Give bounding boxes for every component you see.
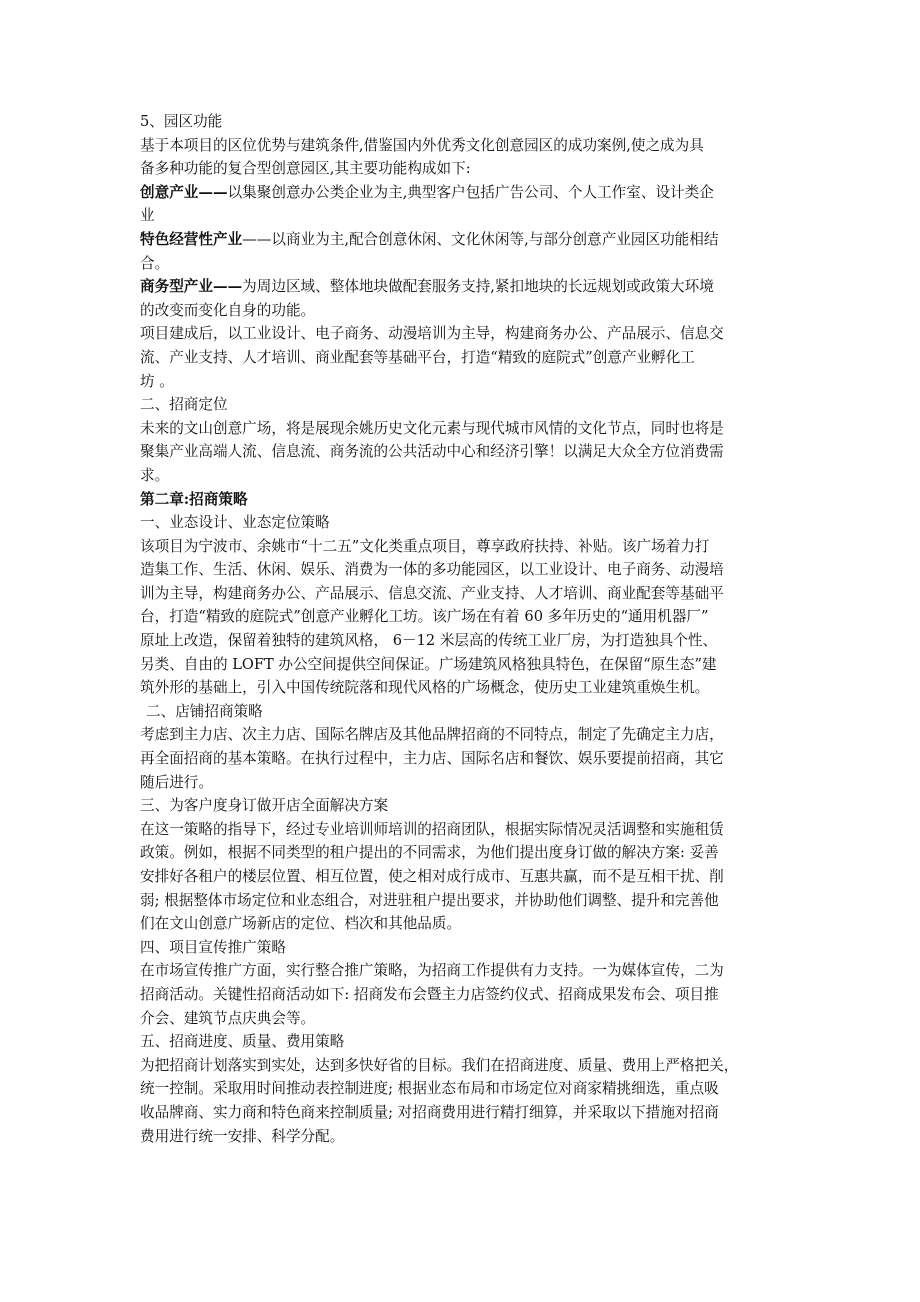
document-line [140, 110, 780, 134]
line-text: 收品牌商、实力商和特色商来控制质量; 对招商费用进行精打细算，并采取以下措施对招商 [140, 1103, 719, 1121]
document-line [140, 723, 780, 747]
line-text: 考虑到主力店、次主力店、国际名牌店及其他品牌招商的不同特点，制定了先确定主力店， [140, 726, 724, 744]
document-line [140, 983, 780, 1007]
line-text: 训为主导，构建商务办公、产品展示、信息交流、产业支持、人才培训、商业配套等基础平 [140, 584, 724, 602]
document-line [140, 252, 780, 276]
line-text: 的改变而变化自身的功能。 [140, 301, 316, 319]
line-text: 业 [140, 207, 155, 225]
line-text: 一、业态设计、业态定位策略 [140, 514, 330, 532]
line-text: 为周边区域、整体地块做配套服务支持,紧扣地块的长远规划或政策大环境 [242, 278, 714, 296]
line-text: 再全面招商的基本策略。在执行过程中，主力店、国际名店和餐饮、娱乐要提前招商，其它 [140, 750, 724, 768]
line-text: 台，打造“精致的庭院式”创意产业孵化工坊。该广场在有着 60 多年历史的“通用机器厂” [140, 608, 709, 626]
document-line [140, 1030, 780, 1054]
document-line [140, 275, 780, 299]
line-text: 介会、建筑节点庆典会等。 [140, 1009, 316, 1027]
document-line [140, 322, 780, 346]
bold-heading: 创意产业—— [140, 183, 228, 201]
line-text: 为把招商计划落实到实处，达到多快好省的目标。我们在招商进度、质量、费用上严格把关， [140, 1056, 739, 1074]
bold-heading: 商务型产业—— [140, 278, 243, 296]
document-line [140, 1077, 780, 1101]
document-line [140, 464, 780, 488]
document-line [140, 488, 780, 512]
line-text: 四、项目宣传推广策略 [140, 938, 286, 956]
line-text: 三、为客户度身订做开店全面解决方案 [140, 797, 389, 815]
document-line [140, 676, 780, 700]
line-text: 随后进行。 [140, 773, 213, 791]
line-text: 另类、自由的 LOFT 办公空间提供空间保证。广场建筑风格独具特色，在保留“原生态”建 [140, 655, 717, 673]
document-line [140, 346, 780, 370]
document-line [140, 605, 780, 629]
line-text: 流、产业支持、人才培训、商业配套等基础平台，打造“精致的庭院式”创意产业孵化工 [140, 348, 695, 366]
document-line [140, 936, 780, 960]
line-text: 五、招商进度、质量、费用策略 [140, 1033, 345, 1051]
document-line [140, 370, 780, 394]
line-text: 求。 [140, 466, 170, 484]
document-line [140, 818, 780, 842]
document-line [140, 181, 780, 205]
document-line [140, 511, 780, 535]
line-text: 弱; 根据整体市场定位和业态组合，对进驻租户提出要求，并协助他们调整、提升和完善他 [140, 891, 719, 909]
document-line [140, 1007, 780, 1031]
line-text: 招商活动。关键性招商活动如下: 招商发布会暨主力店签约仪式、招商成果发布会、项目推 [140, 985, 719, 1003]
line-text: 项目建成后，以工业设计、电子商务、动漫培训为主导，构建商务办公、产品展示、信息交 [140, 325, 724, 343]
document-line [140, 157, 780, 181]
document-line [140, 653, 780, 677]
line-text: 政策。例如，根据不同类型的租户提出的不同需求，为他们提出度身订做的解决方案: 妥善 [140, 844, 719, 862]
line-text: 在市场宣传推广方面，实行整合推广策略，为招商工作提供有力支持。一为媒体宣传，二为 [140, 962, 724, 980]
document-line [140, 228, 780, 252]
line-text: 费用进行统一安排、科学分配。 [140, 1127, 345, 1145]
document-line [140, 535, 780, 559]
document-line [140, 889, 780, 913]
document-line [140, 134, 780, 158]
document-line [140, 1125, 780, 1149]
document-line [140, 865, 780, 889]
bold-heading: 特色经营性产业 [140, 230, 243, 248]
document-line [140, 841, 780, 865]
document-line [140, 1101, 780, 1125]
document-line [140, 204, 780, 228]
document-line [140, 299, 780, 323]
line-text: 合。 [140, 254, 170, 272]
line-text: 原址上改造，保留着独特的建筑风格， 6－12 米层高的传统工业厂房，为打造独具个性、 [140, 632, 718, 650]
line-text: 该项目为宁波市、余姚市“十二五”文化类重点项目，尊享政府扶持、补贴。该广场着力打 [140, 537, 710, 555]
line-text: 们在文山创意广场新店的定位、档次和其他品质。 [140, 915, 462, 933]
line-text: 筑外形的基础上，引入中国传统院落和现代风格的广场概念，使历史工业建筑重焕生机。 [140, 679, 710, 697]
line-text: 统一控制。采取用时间推动表控制进度; 根据业态布局和市场定位对商家精挑细选，重点吸 [140, 1080, 719, 1098]
document-line [140, 959, 780, 983]
document-line [140, 582, 780, 606]
line-text: 在这一策略的指导下，经过专业培训师培训的招商团队，根据实际情况灵活调整和实施租赁 [140, 820, 724, 838]
line-text: 备多种功能的复合型创意园区,其主要功能构成如下: [140, 160, 471, 178]
line-text: ——以商业为主,配合创意休闲、文化休闲等,与部分创意产业园区功能相结 [242, 230, 719, 248]
line-text: 未来的文山创意广场，将是展现余姚历史文化元素与现代城市风情的文化节点，同时也将是 [140, 419, 724, 437]
line-text: 二、店铺招商策略 [146, 702, 263, 720]
document-line [140, 1054, 780, 1078]
line-text: 聚集产业高端人流、信息流、商务流的公共活动中心和经济引擎！以满足大众全方位消费需 [140, 443, 724, 461]
line-text: 安排好各租户的楼层位置、相互位置，使之相对成行成市、互惠共赢，而不是互相干扰、削 [140, 868, 724, 885]
document-line [140, 393, 780, 417]
document-line [140, 629, 780, 653]
line-text: 以集聚创意办公类企业为主,典型客户包括广告公司、个人工作室、设计类企 [227, 183, 714, 201]
line-text: 基于本项目的区位优势与建筑条件,借鉴国内外优秀文化创意园区的成功案例,使之成为具 [140, 136, 704, 154]
document-line [140, 417, 780, 441]
line-text: 造集工作、生活、休闲、娱乐、消费为一体的多功能园区，以工业设计、电子商务、动漫培 [140, 561, 724, 579]
document-line [140, 440, 780, 464]
document-line [140, 558, 780, 582]
document-line [140, 771, 780, 795]
document-line [140, 912, 780, 936]
document-line [140, 700, 780, 724]
bold-heading: 第二章:招商策略 [140, 490, 248, 508]
document-line [140, 794, 780, 818]
line-text: 二、招商定位 [140, 396, 228, 414]
line-text: 坊 。 [140, 372, 174, 390]
line-text: 5、园区功能 [140, 113, 223, 130]
document-line [140, 747, 780, 771]
